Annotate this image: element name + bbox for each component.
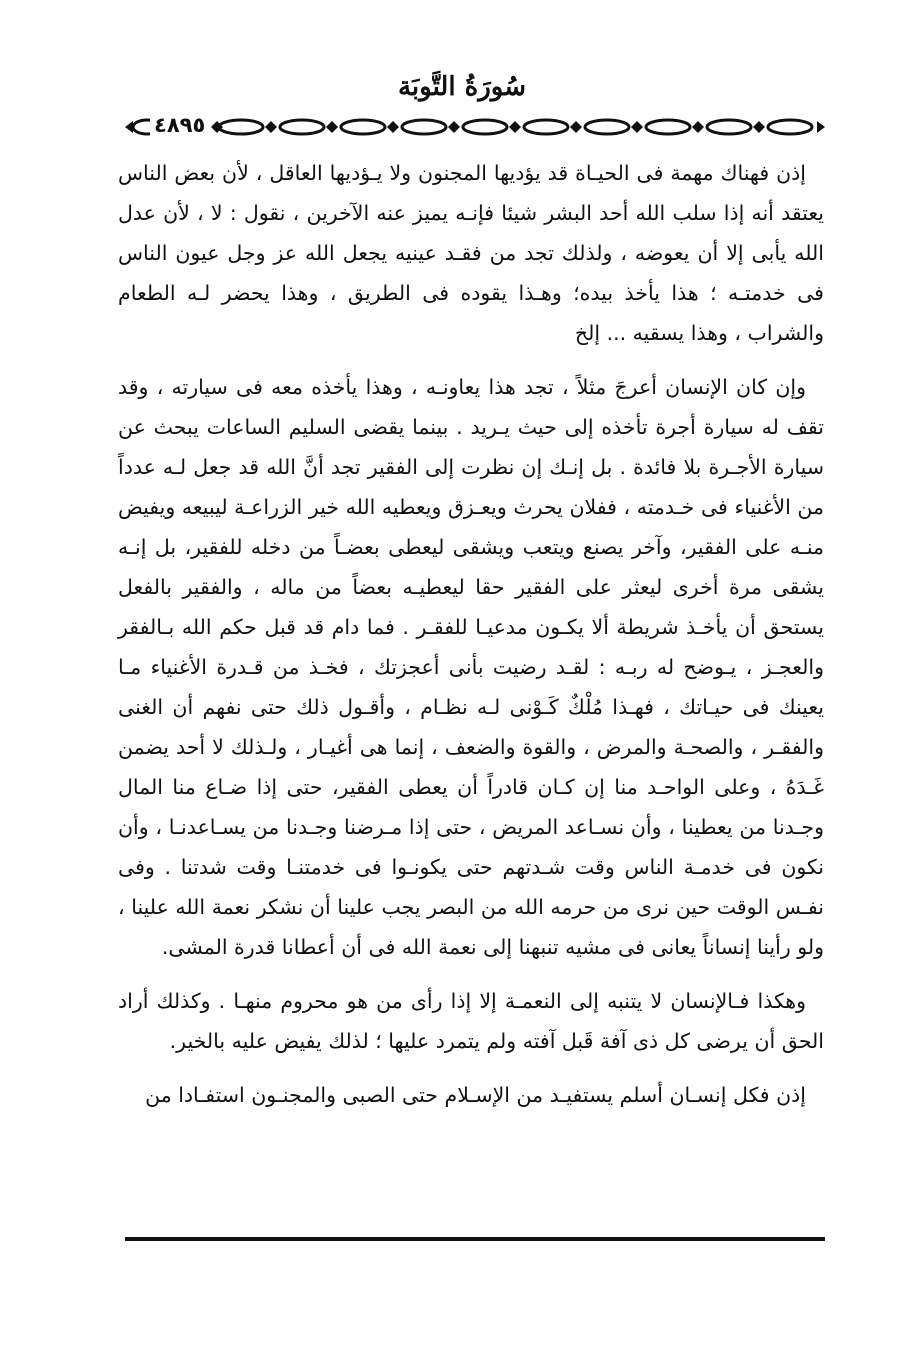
ornament-chain-icon [125, 112, 825, 142]
body-text [118, 153, 824, 1129]
surah-title: سُورَةُ التَّوبَة [397, 72, 527, 102]
header-ornament-border [125, 112, 825, 142]
paragraph-1: إذن فهناك مهمة فى الحيـاة قد يؤديها المجنون ولا يـؤديها العاقل ، لأن بعض الناس يعتقد أنه إذا سلب الله أحد البشر شيئا فإنـه يميز عنه الآخرين ، نقول : لا ، لأن عدل الله يأبى إلا أن يعوضه ، ولذلك تجد من فقـد عينيه يجعل الله عز وجل عيون الناس فى خدمتـه ؛ هذا يأخذ بيده؛ وهـذا يقوده فى الطريق ، وهذا يحضر لـه الطعام والشراب ، وهذا يسقيه ... إلخ [118, 161, 824, 345]
paragraph-3: وهكذا فـالإنسان لا يتنبه إلى النعمـة إلا إذا رأى من هو محروم منهـا . وكذلك أراد الحق أن يرضى كل ذى آفة قَبل آفته ولم يتمرد عليها ؛ لذلك يفيض عليه بالخير. [118, 989, 824, 1053]
bottom-rule [125, 1237, 825, 1241]
paragraph-2: وإن كان الإنسان أعرجَ مثلاً ، تجد هذا يعاونـه ، وهذا يأخذه معه فى سيارته ، وقد تقف له سيارة أجرة تأخذه إلى حيث يـريد . بينما يقضى السليم الساعات يبحث عن سيارة الأجـرة بلا فائدة . بل إنـك إن نظرت إلى الفقير تجد أنَّ الله قد جعل لـه عدداً من الأغنياء فى خـدمته ، ففلان يحرث ويعـزق ويعطيه الله خير الزراعـة ليبيعه ويفيض منـه على الفقير، وآخر يصنع ويتعب ويشقى ليعطى بعضـاً من دخله للفقير، بل إنـه يشقى مرة أخرى ليعثر على الفقير حقا ليعطيـه بعضاً من ماله ، والفقير بالفعل يستحق أن يأخـذ شريطة ألا يكـون مدعيـا للفقـر . فما دام قد قبل حكم الله بـالفقر والعجـز ، يـوضح له ربـه : لقـد رضيت بأنى أعجزتك ، فخـذ من قـدرة الأغنياء مـا يعينك فى حيـاتك ، فهـذا مُلْكٌ كَـوْنى لـه نظـام ، وأقـول ذلك حتى نفهم أن الغنى والفقـر ، والصحـة والمرض ، والقوة والضعف ، إنما هى أغيـار ، ولـذلك لا أحد يضمن غَـدَهُ ، وعلى الواحـد منا إن كـان قادراً أن يعطى الفقير، حتى إذا ضـاع منا المال وجـدنا من يعطينا ، وأن نسـاعد المريض ، حتى إذا مـرضنا وجـدنا من يسـاعدنـا ، وأن نكون فى خدمـة الناس وقت شـدتهم حتى يكونـوا فى خدمتنـا وقت شدتنا . وفى نفـس الوقت حين نرى من حرمه الله من البصر يجب علينا أن نشكر نعمة الله علينا ، ولو رأينا إنساناً يعانى فى مشيه تنبهنا إلى نعمة الله فى أن أعطانا قدرة المشى. [118, 375, 824, 959]
page-number: ٤٨٩٥ [150, 113, 209, 137]
paragraph-4: إذن فكل إنسـان أسلم يستفيـد من الإسـلام حتى الصبى والمجنـون استفـادا من [145, 1083, 806, 1107]
